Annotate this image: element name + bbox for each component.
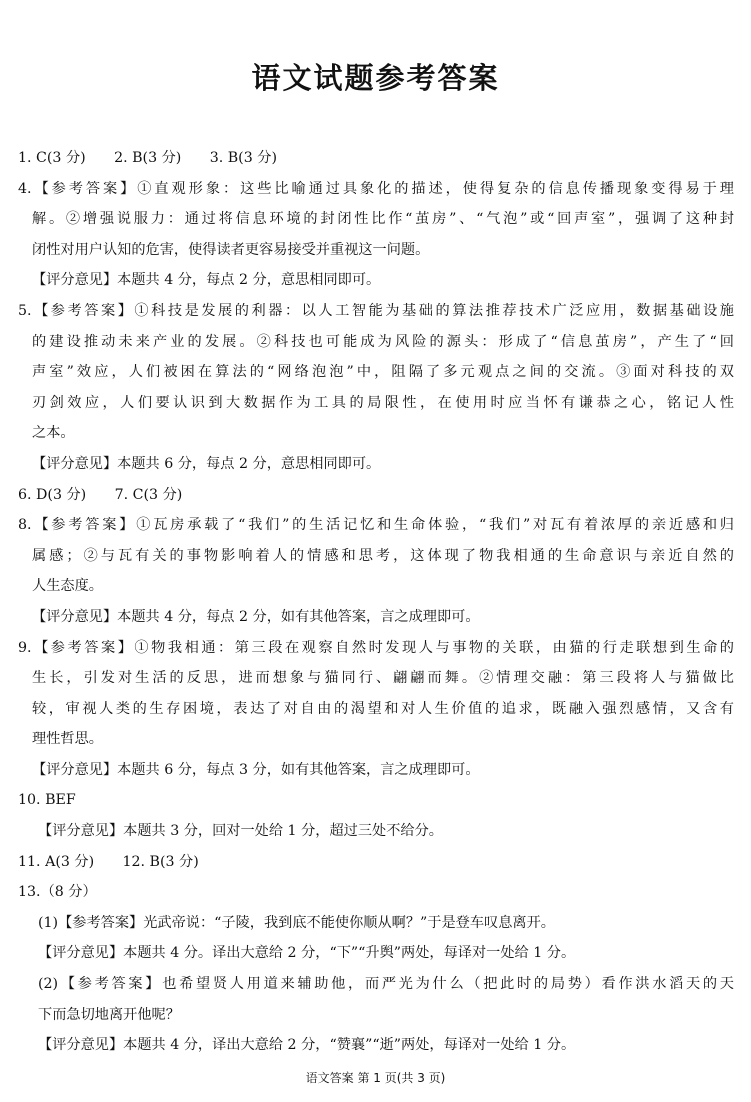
text-line: 【评分意见】本题共 4 分，每点 2 分，意思相同即可。 [32, 272, 381, 289]
text-line: 13.（8 分） [18, 884, 97, 901]
text-line: 之本。 [32, 425, 75, 442]
text-line: 【评分意见】本题共 4 分，每点 2 分，如有其他答案，言之成理即可。 [32, 608, 480, 625]
text-line: 【评分意见】本题共 4 分。译出大意给 2 分，“下”“升舆”两处，每译对一处给 1 分。 [38, 945, 576, 962]
text-line: 人生态度。 [32, 578, 103, 595]
text-line: 6. D(3 分) 7. C(3 分) [18, 486, 183, 503]
text-line: 理性哲思。 [32, 731, 103, 748]
text-line: 10. BEF [18, 792, 76, 809]
text-line: 闭性对用户认知的危害，使得读者更容易接受并重视这一问题。 [32, 241, 430, 258]
text-line: 9.【参考答案】①物我相通：第三段在观察自然时发现人与事物的关联，由猫的行走联想到生命的 [18, 639, 734, 656]
text-line: 1. C(3 分) 2. B(3 分) 3. B(3 分) [18, 150, 277, 166]
text-line: 属感；②与瓦有关的事物影响着人的情感和思考，这体现了物我相通的生命意识与亲近自然的 [32, 547, 734, 564]
text-line: 生长，引发对生活的反思，进而想象与猫同行、翩翩而舞。②情理交融：第三段将人与猫做比 [32, 670, 734, 687]
text-line: 【评分意见】本题共 3 分，回对一处给 1 分，超过三处不给分。 [38, 823, 443, 840]
text-line: 【评分意见】本题共 6 分，每点 3 分，如有其他答案，言之成理即可。 [32, 761, 480, 778]
answer-body [18, 143, 734, 1061]
text-line: 5.【参考答案】①科技是发展的利器：以人工智能为基础的算法推荐技术广泛应用，数据基础设施 [18, 302, 734, 319]
text-line: 【评分意见】本题共 4 分，译出大意给 2 分，“赞襄”“逝”两处，每译对一处给 1 分。 [38, 1037, 576, 1054]
text-line: (2)【参考答案】也希望贤人用道来辅助他，而严光为什么（把此时的局势）看作洪水滔天的天 [38, 976, 734, 993]
page-footer: 语文答案 第 1 页(共 3 页) [305, 1071, 446, 1085]
text-line: 较，审视人类的生存困境，表达了对自由的渴望和对人生价值的追求，既融入强烈感情，又含有 [32, 700, 734, 717]
text-line: 4.【参考答案】①直观形象：这些比喻通过具象化的描述，使得复杂的信息传播现象变得易于理 [18, 180, 734, 197]
text-line: (1)【参考答案】光武帝说：“子陵，我到底不能使你顺从啊？”于是登车叹息离开。 [38, 914, 555, 931]
text-line: 【评分意见】本题共 6 分，每点 2 分，意思相同即可。 [32, 455, 381, 472]
text-line: 8.【参考答案】①瓦房承载了“我们”的生活记忆和生命体验，“我们”对瓦有着浓厚的亲近感和归 [18, 517, 734, 534]
text-line: 声室”效应，人们被困在算法的“网络泡泡”中，阻隔了多元观点之间的交流。③面对科技的双 [32, 364, 734, 381]
text-line: 下而急切地离开他呢？ [38, 1006, 180, 1023]
page-title: 语文试题参考答案 [251, 61, 500, 95]
text-line: 的建设推动未来产业的发展。②科技也可能成为风险的源头：形成了“信息茧房”，产生了“回 [32, 333, 734, 350]
text-line: 刃剑效应，人们要认识到大数据作为工具的局限性，在使用时应当怀有谦恭之心，铭记人性 [32, 394, 734, 411]
text-line: 11. A(3 分) 12. B(3 分) [18, 853, 199, 870]
text-line: 解。②增强说服力：通过将信息环境的封闭性比作“茧房”、“气泡”或“回声室”，强调了这种封 [32, 211, 734, 228]
